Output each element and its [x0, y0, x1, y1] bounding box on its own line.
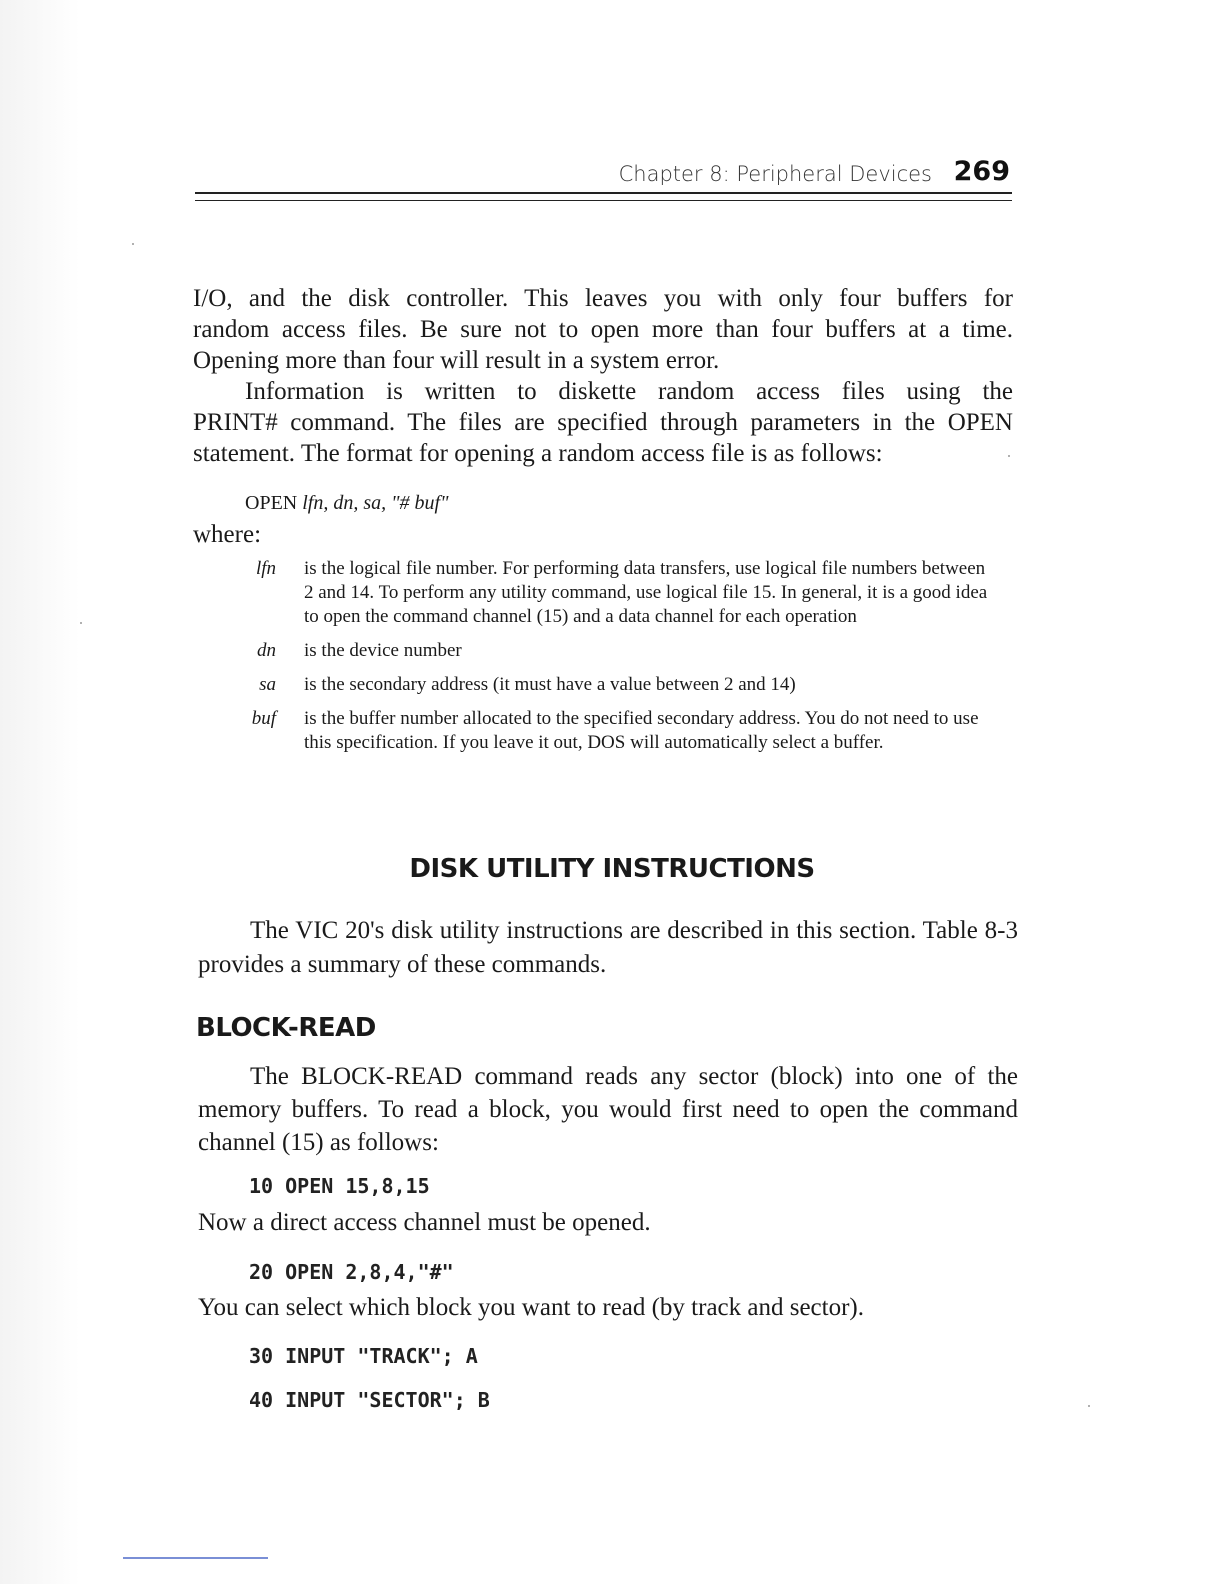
page-number: 269: [953, 156, 1010, 187]
scan-speck: [80, 622, 82, 624]
subsection-intro: The BLOCK-READ command reads any sector (block) into one of the memory buffers. To read a block, you would first need to open the command channel (15) as follows:: [198, 1063, 1018, 1156]
body-line: Now a direct access channel must be opened.: [198, 1209, 651, 1236]
definition-item: [230, 707, 990, 755]
header-rule-thick: [195, 192, 1012, 194]
open-keyword: OPEN: [245, 492, 298, 514]
code-line: 40 INPUT "SECTOR"; B: [249, 1388, 490, 1412]
paragraph-line: Opening more than four will result in a system error.: [193, 347, 720, 374]
footer-mark: [123, 1557, 268, 1559]
paragraph-line: random access files. Be sure not to open more than four buffers at a time.: [193, 316, 1013, 343]
paragraph-line: Information is written to diskette random access files using the: [245, 378, 1013, 405]
scan-speck: [1088, 1405, 1090, 1407]
page-margin-shade: [0, 0, 80, 1584]
code-line: 10 OPEN 15,8,15: [249, 1174, 430, 1198]
scan-speck: [1008, 455, 1010, 457]
open-params: lfn, dn, sa, "# buf": [302, 492, 449, 514]
definition-item: [230, 557, 990, 629]
open-format-line: [245, 492, 448, 515]
paragraph-line: I/O, and the disk controller. This leaves you with only four buffers for: [193, 285, 1013, 312]
definition-term: sa: [259, 674, 276, 695]
definition-desc: is the secondary address (it must have a value between 2 and 14): [304, 674, 796, 695]
running-header: [195, 154, 1012, 194]
subsection-heading: BLOCK-READ: [196, 1013, 376, 1043]
definition-term: buf: [251, 708, 276, 729]
section-heading: DISK UTILITY INSTRUCTIONS: [409, 854, 815, 884]
chapter-title: Chapter 8: Peripheral Devices: [618, 162, 932, 186]
code-line: 30 INPUT "TRACK"; A: [249, 1344, 478, 1368]
definition-item: [230, 673, 990, 697]
code-line: 20 OPEN 2,8,4,"#": [249, 1260, 454, 1284]
definition-term: lfn: [255, 558, 276, 579]
definition-desc: is the buffer number allocated to the specified secondary address. You do not need to use this specification. If you leave it out, DOS will automatically select a buffer.: [304, 708, 979, 753]
definition-term: dn: [257, 640, 276, 661]
paragraph-line: PRINT# command. The files are specified through parameters in the OPEN: [193, 409, 1013, 436]
scan-speck: [132, 243, 134, 245]
definition-list: [230, 557, 990, 765]
where-label: where:: [193, 521, 262, 548]
definition-item: [230, 639, 990, 663]
definition-desc: is the logical file number. For performing data transfers, use logical file numbers between 2 and 14. To perform any utility command, use logical file 15. In general, it is a good idea to open the command channel (15) and a data channel for each operation: [304, 558, 988, 627]
body-line: You can select which block you want to read (by track and sector).: [198, 1294, 865, 1321]
body-paragraphs: [193, 283, 1013, 469]
section-intro: The VIC 20's disk utility instructions are described in this section. Table 8-3 provides a summary of these commands.: [198, 917, 1018, 978]
header-rule-thin: [195, 200, 1012, 201]
definition-desc: is the device number: [304, 640, 462, 661]
paragraph-line: statement. The format for opening a random access file is as follows:: [193, 440, 883, 467]
